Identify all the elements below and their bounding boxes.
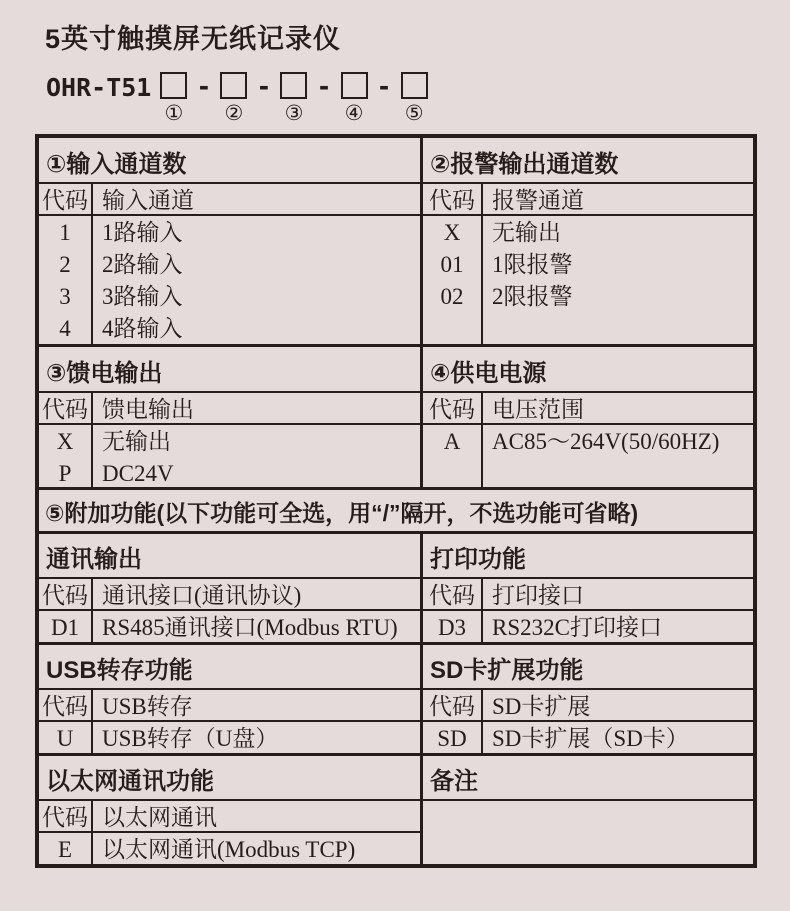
model-slot-label-3: ③ xyxy=(284,101,304,125)
power-descs xyxy=(483,423,753,487)
desc-value: SD卡扩展（SD卡） xyxy=(483,720,753,753)
desc-value: 无输出 xyxy=(492,220,561,245)
section-header-feed: ③馈电输出 xyxy=(39,347,423,391)
code-column-header: 代码 xyxy=(39,688,93,720)
section-header-ethernet: 以太网通讯功能 xyxy=(39,756,423,799)
model-slot-box-5 xyxy=(401,72,428,99)
code-value: X xyxy=(443,220,461,245)
section-header-power: ④供电电源 xyxy=(430,359,547,387)
code-column-header: 代码 xyxy=(39,799,93,831)
additional-functions-banner: ⑤附加功能(以下功能可全选，用“/”隔开，不选功能可省略) xyxy=(39,487,753,531)
desc-value: USB转存（U盘） xyxy=(93,720,423,753)
model-slot-box-4 xyxy=(341,72,368,99)
model-slot-4 xyxy=(341,72,368,124)
section-header-alarm: ②报警输出通道数 xyxy=(430,150,619,178)
code-value: 02 xyxy=(440,284,464,309)
sub-header-print-interface: 打印接口 xyxy=(483,577,753,609)
sub-header-usb: USB转存 xyxy=(93,688,423,720)
code-value: 2 xyxy=(59,252,71,277)
code-value: 01 xyxy=(440,252,464,277)
sub-header-alarm-channel: 报警通道 xyxy=(483,182,753,214)
desc-value: 3路输入 xyxy=(102,284,183,309)
desc-value: 1路输入 xyxy=(102,220,183,245)
section-header-sd: SD卡扩展功能 xyxy=(430,657,584,684)
code-column-header: 代码 xyxy=(423,391,483,423)
model-prefix: OHR-T51 xyxy=(46,73,152,102)
section-usb-sd xyxy=(39,642,753,753)
sub-header-input-channel: 输入通道 xyxy=(93,182,423,214)
section-comm-print xyxy=(39,531,753,642)
code-value: P xyxy=(58,461,72,486)
section-header-remark: 备注 xyxy=(430,768,478,795)
code-column-header: 代码 xyxy=(39,577,93,609)
code-value: U xyxy=(39,720,93,753)
page-title: 5英寸触摸屏无纸记录仪 xyxy=(45,24,342,54)
model-slot-2 xyxy=(220,72,247,124)
section-header-usb: USB转存功能 xyxy=(39,645,423,688)
input-channel-codes xyxy=(39,214,93,344)
code-value: D3 xyxy=(423,609,483,642)
section-header-print: 打印功能 xyxy=(430,546,526,573)
section-input-alarm xyxy=(39,138,753,344)
model-slot-label-1: ① xyxy=(164,101,184,125)
code-value: 1 xyxy=(59,220,71,245)
section-ethernet-remark xyxy=(39,753,753,864)
code-column-header: 代码 xyxy=(423,577,483,609)
alarm-channel-codes xyxy=(423,214,483,344)
section-header-comm: 通讯输出 xyxy=(39,534,423,577)
input-channel-descs xyxy=(93,214,423,344)
model-slot-3 xyxy=(280,72,307,124)
page xyxy=(0,17,790,868)
code-value: D1 xyxy=(39,609,93,642)
sub-header-sd: SD卡扩展 xyxy=(483,688,753,720)
code-value: SD xyxy=(423,720,483,753)
sub-header-comm-interface: 通讯接口(通讯协议) xyxy=(93,577,423,609)
feed-output-descs xyxy=(93,423,423,487)
model-separator: - xyxy=(196,72,212,101)
feed-output-codes xyxy=(39,423,93,487)
model-slot-label-4: ④ xyxy=(344,101,364,125)
model-slot-box-3 xyxy=(280,72,307,99)
power-codes xyxy=(423,423,483,487)
sub-header-feed-output: 馈电输出 xyxy=(93,391,423,423)
section-header-input: ①输入通道数 xyxy=(39,138,423,182)
selection-table xyxy=(35,134,757,868)
code-value: X xyxy=(56,429,74,454)
code-value: A xyxy=(443,429,461,454)
desc-value: 4路输入 xyxy=(102,316,183,341)
sub-header-voltage-range: 电压范围 xyxy=(483,391,753,423)
desc-value: 1限报警 xyxy=(492,252,573,277)
model-code-line xyxy=(46,72,790,124)
code-column-header: 代码 xyxy=(423,182,483,214)
model-slot-box-2 xyxy=(220,72,247,99)
model-slot-box-1 xyxy=(160,72,187,99)
code-column-header: 代码 xyxy=(423,688,483,720)
code-column-header: 代码 xyxy=(39,182,93,214)
model-slot-5 xyxy=(401,72,428,124)
model-separator: - xyxy=(376,72,392,101)
remark-empty-cell xyxy=(423,799,753,864)
desc-value: 无输出 xyxy=(102,429,171,454)
code-column-header: 代码 xyxy=(39,391,93,423)
sub-header-ethernet: 以太网通讯 xyxy=(93,799,423,831)
code-value: E xyxy=(39,831,93,864)
code-value: 4 xyxy=(59,316,71,341)
desc-value: RS232C打印接口 xyxy=(483,609,753,642)
model-separator: - xyxy=(256,72,272,101)
model-slot-1 xyxy=(160,72,187,124)
desc-value: DC24V xyxy=(102,461,174,486)
model-slot-label-5: ⑤ xyxy=(404,101,424,125)
section-feed-power xyxy=(39,344,753,487)
desc-value: RS485通讯接口(Modbus RTU) xyxy=(93,609,423,642)
desc-value: 2限报警 xyxy=(492,284,573,309)
alarm-channel-descs xyxy=(483,214,753,344)
desc-value: 2路输入 xyxy=(102,252,183,277)
code-value: 3 xyxy=(59,284,71,309)
desc-value: 以太网通讯(Modbus TCP) xyxy=(93,831,423,864)
desc-value: AC85～264V(50/60HZ) xyxy=(492,429,720,454)
model-slot-label-2: ② xyxy=(224,101,244,125)
model-separator: - xyxy=(316,72,332,101)
